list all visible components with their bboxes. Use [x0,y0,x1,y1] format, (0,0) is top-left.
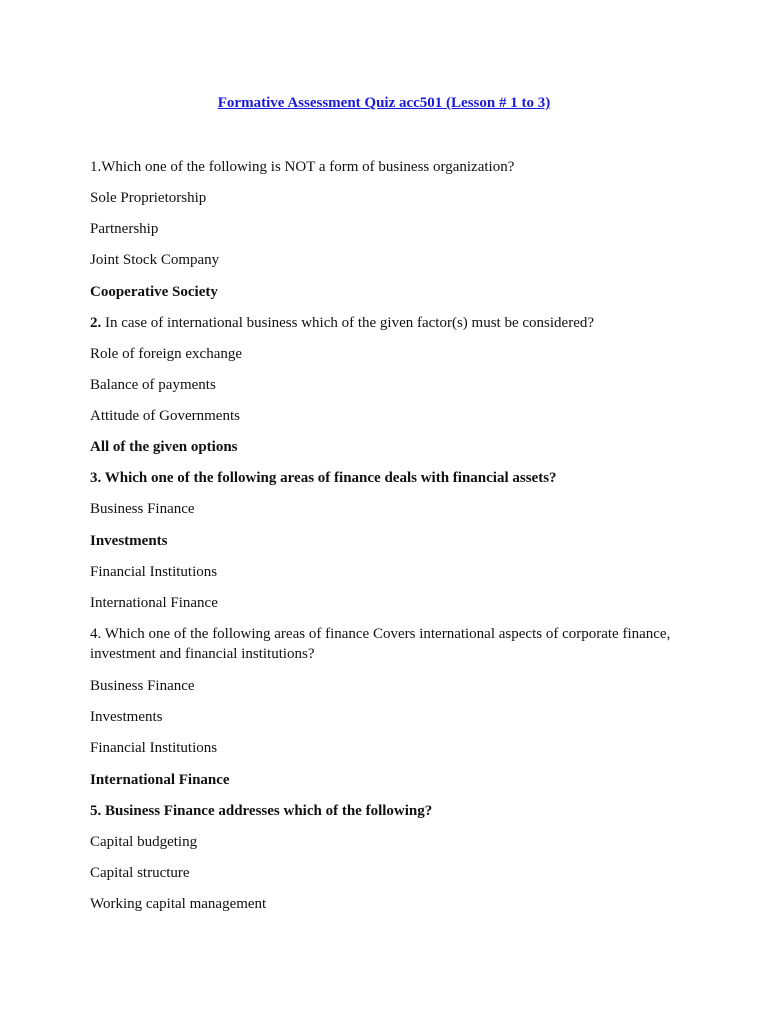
quiz-line [90,499,690,519]
line-text: Financial Institutions [90,740,218,756]
quiz-line [90,219,690,239]
quiz-title-link[interactable]: Formative Assessment Quiz acc501 (Lesson # 1 to 3) [217,95,551,111]
line-text: Joint Stock Company [90,252,220,268]
quiz-line [90,738,690,758]
line-text: Business Finance [90,678,195,694]
line-text: Capital structure [90,865,190,881]
line-text: Financial Institutions [90,564,218,580]
line-text: Partnership [90,221,159,237]
quiz-line [90,624,680,664]
quiz-line [90,344,690,364]
quiz-line [90,406,690,426]
line-text: International Finance [90,595,218,611]
quiz-line [90,157,690,177]
line-text: Balance of payments [90,377,216,393]
line-text: Capital budgeting [90,834,198,850]
quiz-line [90,250,690,270]
line-text: International Finance [90,772,230,788]
question-number: 2. [90,315,102,331]
line-text: Business Finance [90,501,195,517]
quiz-line [90,562,690,582]
line-text: In case of international business which of the given factor(s) must be considered? [101,315,595,331]
quiz-line [90,832,690,852]
quiz-line [90,894,690,914]
line-text: Working capital management [90,896,267,912]
quiz-line [90,676,690,696]
quiz-line [90,593,690,613]
line-text: Investments [90,709,163,725]
line-text: Investments [90,533,168,549]
line-text: 1.Which one of the following is NOT a form of business organization? [90,159,515,175]
line-text: All of the given options [90,439,238,455]
quiz-line [90,188,690,208]
quiz-line [90,707,690,727]
quiz-line [90,468,690,488]
line-text: 4. Which one of the following areas of finance Covers international aspects of corporate finance, investment and financial institutions? [90,626,671,662]
quiz-line [90,282,690,302]
line-text: Role of foreign exchange [90,346,243,362]
quiz-line [90,801,690,821]
quiz-line [90,863,690,883]
quiz-line [90,531,690,551]
quiz-line [90,437,690,457]
line-text: Attitude of Governments [90,408,240,424]
line-text: 3. Which one of the following areas of finance deals with financial assets? [90,470,557,486]
quiz-line [90,375,690,395]
line-text: Sole Proprietorship [90,190,207,206]
line-text: Cooperative Society [90,284,218,300]
quiz-line [90,770,690,790]
quiz-line [90,313,690,333]
line-text: 5. Business Finance addresses which of the following? [90,803,433,819]
